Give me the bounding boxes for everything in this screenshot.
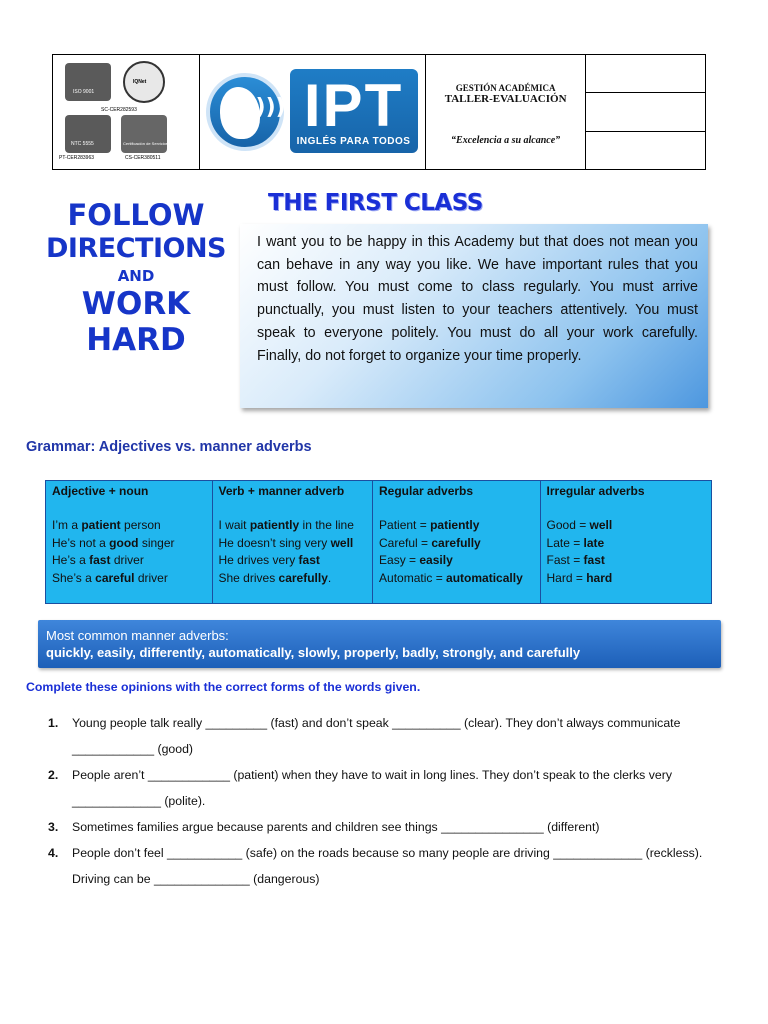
grammar-title: Grammar: Adjectives vs. manner adverbs: [26, 439, 312, 455]
grammar-table: [45, 480, 712, 604]
exercise-number: 4.: [48, 846, 59, 860]
table-row: He doesn’t sing very well: [218, 535, 354, 550]
follow-line-4: WORK: [81, 286, 191, 322]
column-header: Adjective + noun: [52, 484, 149, 498]
exercise-text: ____________ (good): [72, 742, 194, 756]
exercise-list: [48, 710, 728, 892]
first-class-paragraph: I want you to be happy in this Academy but that does not mean you can behave in any way you like. We have important rules that you must follow. You must come to class regularly. You must arrive punctually, you must listen to your teachers attentively. You must speak to everyone politely. You must do all your work carefully. Finally, do not forget to organize your time properly.: [257, 234, 698, 364]
table-row: Patient = patiently: [379, 518, 480, 533]
ntc-certificate-icon: [65, 115, 111, 153]
grammar-column-verb-adverb: [213, 481, 374, 603]
exercise-text: Driving can be ______________ (dangerous): [72, 872, 320, 886]
servicios-certificate-icon: [121, 115, 167, 153]
ipt-logo-cell: [200, 55, 426, 169]
table-row: I wait patiently in the line: [218, 518, 354, 533]
ipt-logo: [206, 69, 420, 155]
exercise-text: Young people talk really _________ (fast) and don’t speak __________ (clear). They don’t always communicate: [72, 716, 681, 730]
header-empty-cell-3: [586, 132, 705, 169]
iso-certificate-icon: [65, 63, 111, 101]
common-adverbs-list: quickly, easily, differently, automatically, slowly, properly, badly, strongly, and carefully: [46, 645, 581, 660]
header-title-cell: [426, 55, 587, 169]
sound-waves-icon: ))): [255, 95, 286, 120]
cert-code-1: SC-CER282593: [101, 107, 137, 113]
ntc-label: NTC 5555: [71, 141, 94, 147]
table-row: Hard = hard: [546, 570, 613, 585]
first-class-title: THE FIRST CLASS: [268, 190, 483, 216]
servicios-label: Certificación de Servicios: [123, 141, 168, 146]
follow-line-1: FOLLOW: [67, 198, 205, 232]
column-header: Irregular adverbs: [546, 484, 645, 498]
table-row: Careful = carefully: [379, 535, 481, 550]
table-row: He’s a fast driver: [52, 553, 144, 568]
table-row: He’s not a good singer: [52, 535, 175, 550]
list-item: [48, 762, 728, 814]
grammar-column-adjective-noun: [46, 481, 213, 603]
header-empty-cell-2: [586, 93, 705, 131]
exercise-number: 2.: [48, 768, 59, 782]
common-adverbs-banner: [38, 620, 721, 668]
iqnet-label: IQNet: [133, 79, 147, 85]
list-item: [48, 710, 728, 762]
table-row: Good = well: [546, 518, 613, 533]
ipt-logo-letters: IPT: [303, 72, 404, 139]
table-row: She drives carefully.: [218, 570, 332, 585]
follow-line-2: DIRECTIONS: [46, 233, 226, 264]
exercise-number: 3.: [48, 820, 59, 834]
grammar-column-irregular-adverbs: [541, 481, 711, 603]
table-row: Late = late: [546, 535, 605, 550]
exercise-number: 1.: [48, 716, 59, 730]
follow-directions-banner: [44, 198, 228, 362]
header-code-cells: [586, 55, 705, 169]
table-row: Fast = fast: [546, 553, 605, 568]
table-row: Easy = easily: [379, 553, 453, 568]
header-title-line1: GESTIÓN ACADÉMICA: [455, 83, 556, 93]
table-row: I’m a patient person: [52, 518, 161, 533]
cert-code-3: CS-CER380511: [125, 155, 161, 161]
header-empty-cell-1: [586, 55, 705, 93]
exercise-text: People aren’t ____________ (patient) when they have to wait in long lines. They don’t speak to the clerks very: [72, 768, 672, 782]
iso-label: ISO 9001: [73, 89, 95, 95]
cert-code-2: PT-CER283963: [59, 155, 95, 161]
ipt-logo-box: [290, 69, 418, 153]
list-item: [48, 814, 728, 840]
follow-line-3: AND: [117, 267, 155, 285]
grammar-column-regular-adverbs: [373, 481, 541, 603]
exercise-text: _____________ (polite).: [72, 794, 206, 808]
header-title-line2: TALLER-EVALUACIÓN: [444, 93, 567, 105]
column-header: Verb + manner adverb: [218, 484, 345, 498]
exercise-instructions: Complete these opinions with the correct forms of the words given.: [26, 680, 421, 694]
list-item: [48, 840, 728, 892]
follow-line-5: HARD: [86, 322, 186, 358]
common-adverbs-title: Most common manner adverbs:: [46, 628, 229, 643]
first-class-text-box: [240, 224, 708, 408]
exercise-text: Sometimes families argue because parents and children see things _______________ (different): [72, 820, 600, 834]
column-header: Regular adverbs: [379, 484, 474, 498]
exercise-text: People don’t feel ___________ (safe) on the roads because so many people are driving _____________ (reckless).: [72, 846, 703, 860]
table-row: He drives very fast: [218, 553, 320, 568]
ipt-logo-subtitle: INGLÉS PARA TODOS: [296, 136, 411, 147]
table-row: She’s a careful driver: [52, 570, 168, 585]
table-row: Automatic = automatically: [379, 570, 523, 585]
certification-logos: [53, 55, 200, 169]
header-slogan: “Excelencia a su alcance”: [451, 135, 561, 146]
document-header: [52, 54, 706, 170]
